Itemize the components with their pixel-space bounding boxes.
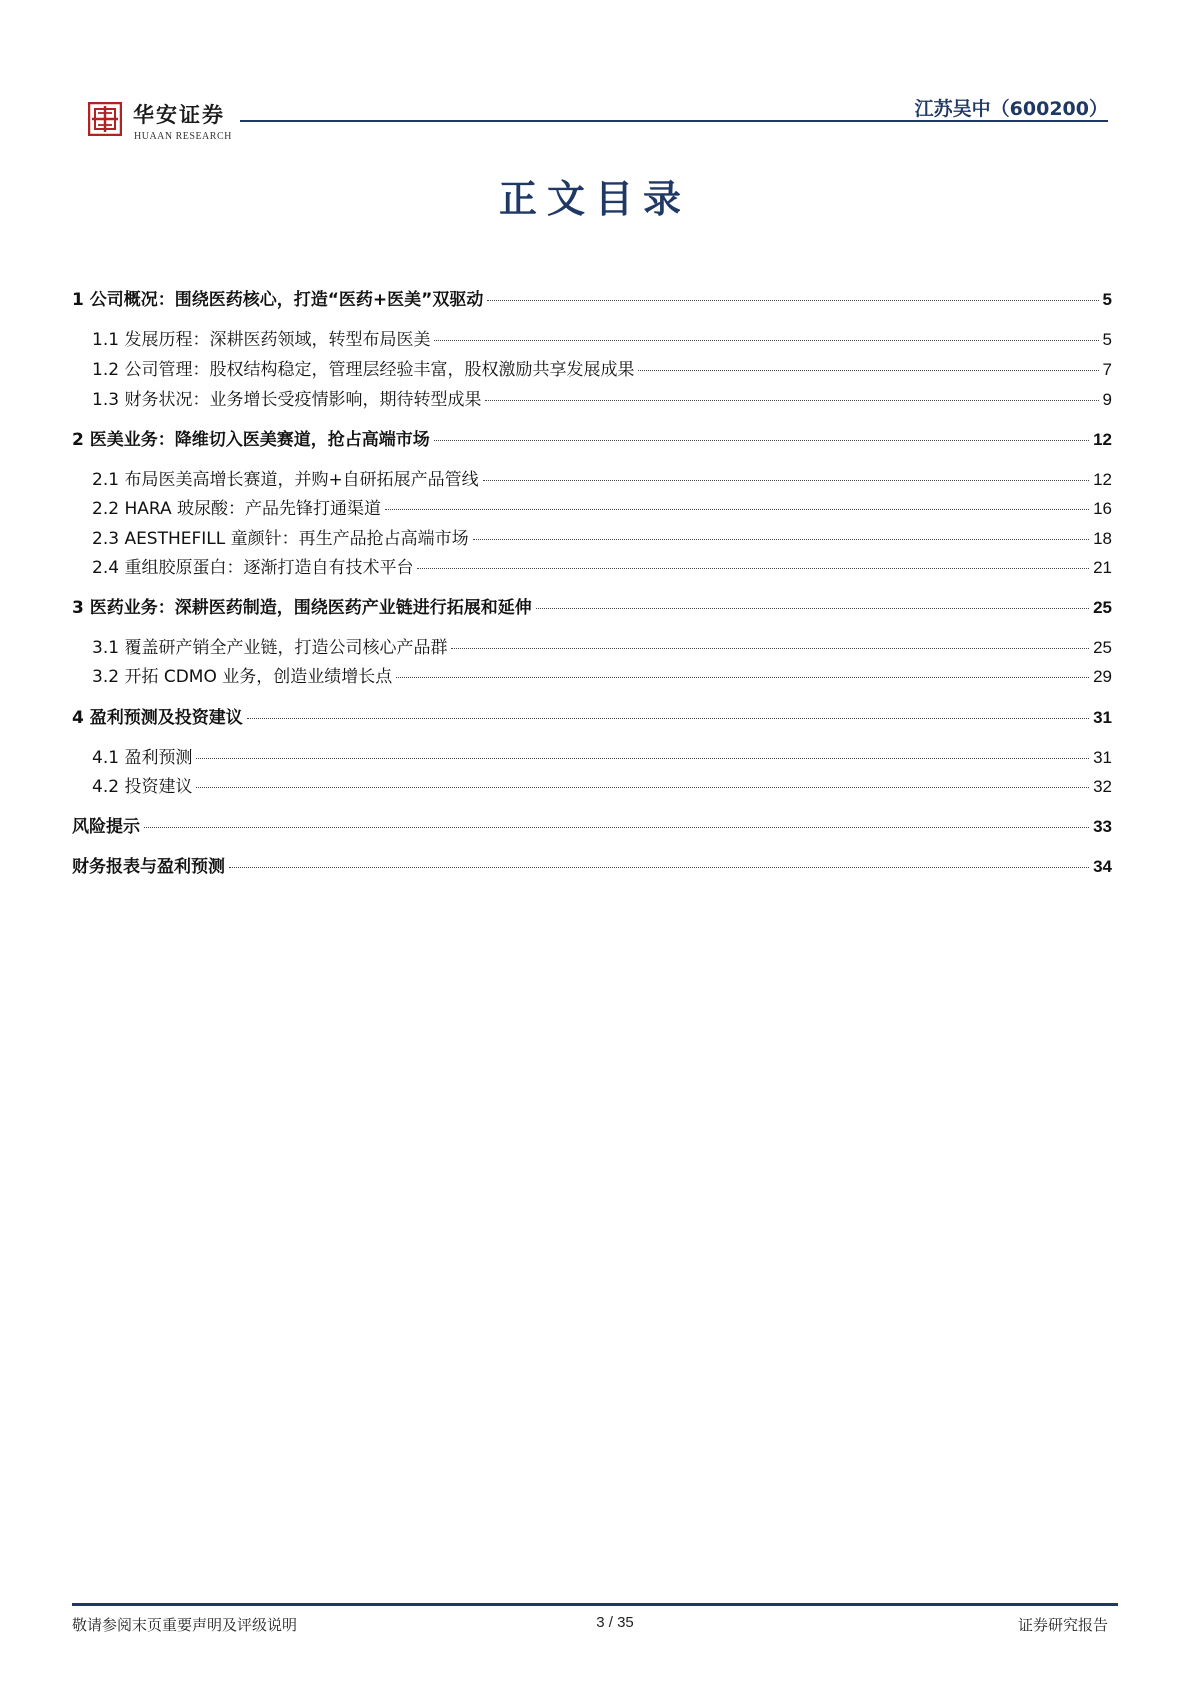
toc-leader-dots (417, 568, 1089, 569)
toc-leader-dots (196, 758, 1089, 759)
toc-entry-page: 12 (1093, 430, 1112, 449)
toc-entry-section[interactable] (72, 633, 1112, 657)
page-header (0, 0, 1190, 160)
brand-name-en: HUAAN RESEARCH (134, 131, 232, 142)
page-title: 正文目录 (498, 176, 691, 221)
toc-leader-dots (247, 718, 1089, 719)
toc-leader-dots (196, 787, 1089, 788)
toc-leader-dots (483, 480, 1089, 481)
toc-entry-title: 1.3 财务状况：业务增长受疫情影响，期待转型成果 (92, 390, 482, 410)
toc-entry-section[interactable] (72, 465, 1112, 489)
toc-entry-chapter[interactable] (72, 703, 1112, 727)
toc-leader-dots (434, 440, 1089, 441)
toc-entry-chapter[interactable] (72, 593, 1112, 617)
footer-report-type: 证券研究报告 (1017, 1616, 1108, 1634)
toc-entry-page: 34 (1093, 857, 1112, 876)
toc-entry-title: 4.1 盈利预测 (92, 748, 193, 768)
toc-leader-dots (485, 400, 1098, 401)
toc-leader-dots (144, 827, 1089, 828)
toc-entry-page: 29 (1093, 667, 1112, 686)
toc-entry-title: 3 医药业务：深耕医药制造，围绕医药产业链进行拓展和延伸 (72, 598, 532, 618)
toc-entry-page: 31 (1093, 748, 1112, 767)
toc-leader-dots (487, 300, 1098, 301)
toc-entry-title: 1.2 公司管理：股权结构稳定，管理层经验丰富，股权激励共享发展成果 (92, 360, 635, 380)
toc-entry-title: 3.2 开拓 CDMO 业务，创造业绩增长点 (92, 667, 393, 687)
toc-entry-title: 3.1 覆盖研产销全产业链，打造公司核心产品群 (92, 638, 448, 658)
toc-entry-section[interactable] (72, 553, 1112, 577)
toc-entry-page: 7 (1102, 360, 1112, 379)
toc-leader-dots (385, 509, 1089, 510)
toc-entry-page: 25 (1093, 598, 1112, 617)
toc-entry-title: 4 盈利预测及投资建议 (72, 708, 243, 728)
toc-entry-chapter[interactable] (72, 812, 1112, 836)
toc-leader-dots (638, 370, 1098, 371)
toc-entry-page: 12 (1093, 470, 1112, 489)
toc-entry-section[interactable] (72, 772, 1112, 796)
toc-entry-title: 2.4 重组胶原蛋白：逐渐打造自有技术平台 (92, 558, 414, 578)
toc-entry-title: 2.1 布局医美高增长赛道，并购+自研拓展产品管线 (92, 470, 479, 490)
toc-entry-section[interactable] (72, 494, 1112, 518)
toc-leader-dots (434, 340, 1098, 341)
toc-entry-section[interactable] (72, 355, 1112, 379)
page-number: 3 / 35 (596, 1614, 634, 1631)
brand-name: 华安证券 (133, 102, 225, 127)
toc-entry-title: 2.2 HARA 玻尿酸：产品先锋打通渠道 (92, 499, 382, 519)
toc-entry-title: 1 公司概况：围绕医药核心，打造“医药+医美”双驱动 (72, 290, 484, 310)
toc-entry-title: 4.2 投资建议 (92, 777, 193, 797)
toc-entry-section[interactable] (72, 743, 1112, 767)
toc-entry-page: 21 (1093, 558, 1112, 577)
toc-entry-page: 9 (1102, 390, 1112, 409)
toc-entry-page: 31 (1093, 708, 1112, 727)
toc-leader-dots (451, 648, 1089, 649)
toc-entry-chapter[interactable] (72, 425, 1112, 449)
toc-entry-section[interactable] (72, 385, 1112, 409)
toc-entry-title: 2.3 AESTHEFILL 童颜针：再生产品抢占高端市场 (92, 529, 469, 549)
report-code: 江苏吴中（600200） (914, 98, 1108, 120)
toc-entry-page: 16 (1093, 499, 1112, 518)
footer-disclaimer: 敬请参阅末页重要声明及评级说明 (72, 1616, 298, 1634)
toc-entry-section[interactable] (72, 662, 1112, 686)
toc-entry-page: 33 (1093, 817, 1112, 836)
toc-entry-section[interactable] (72, 524, 1112, 548)
footer-divider (72, 1603, 1118, 1606)
toc-entry-chapter[interactable] (72, 285, 1112, 309)
toc-entry-title: 2 医美业务：降维切入医美赛道，抢占高端市场 (72, 430, 430, 450)
toc-entry-title: 风险提示 (72, 817, 140, 837)
toc-entry-page: 5 (1102, 290, 1112, 309)
toc-leader-dots (536, 608, 1089, 609)
toc-entry-page: 5 (1102, 330, 1112, 349)
toc-entry-title: 1.1 发展历程：深耕医药领域，转型布局医美 (92, 330, 431, 350)
toc-entry-page: 25 (1093, 638, 1112, 657)
toc-leader-dots (229, 867, 1089, 868)
toc-entry-chapter[interactable] (72, 852, 1112, 876)
toc-entry-section[interactable] (72, 325, 1112, 349)
toc-leader-dots (473, 539, 1089, 540)
toc-entry-page: 18 (1093, 529, 1112, 548)
huaan-logo-icon (88, 102, 122, 136)
toc-entry-title: 财务报表与盈利预测 (72, 857, 225, 877)
toc-entry-page: 32 (1093, 777, 1112, 796)
toc-leader-dots (396, 677, 1089, 678)
